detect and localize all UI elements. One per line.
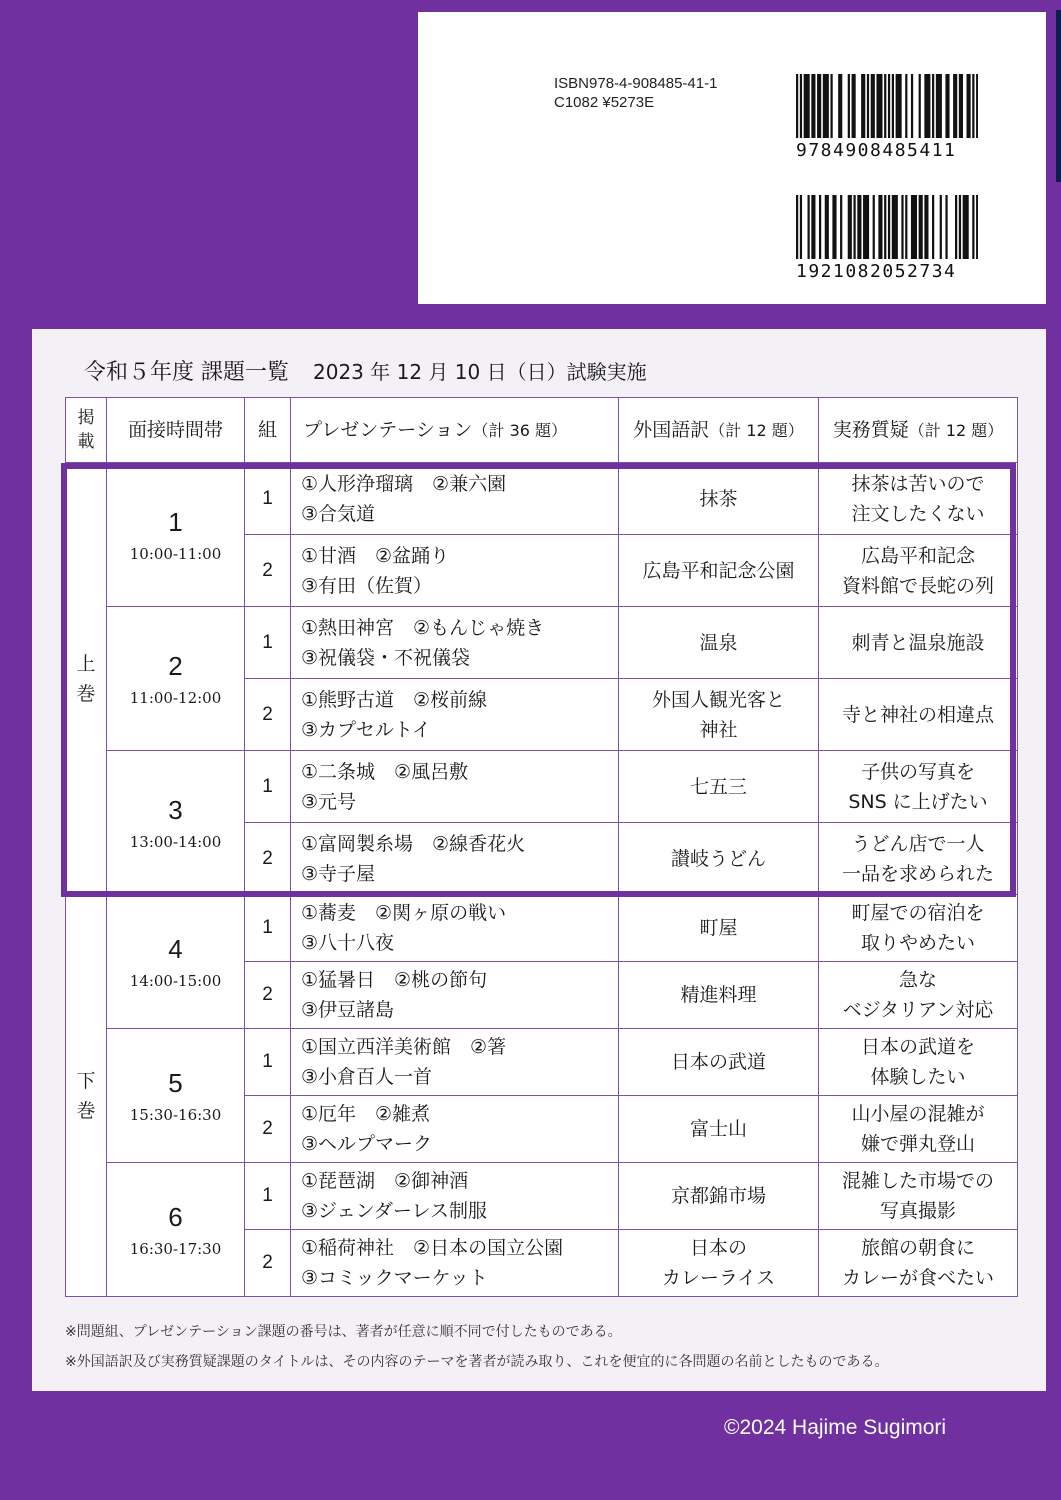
barcode-bar <box>915 195 917 259</box>
jitsumu-topic: 子供の写真を SNS に上げたい <box>819 751 1018 823</box>
interpretation-topic: 京都錦市場 <box>619 1163 819 1230</box>
footnotes <box>65 1317 888 1377</box>
barcode-bar <box>884 74 886 138</box>
barcode-bar <box>972 195 974 259</box>
jitsumu-topic: 山小屋の混雑が 嫌で弾丸登山 <box>819 1096 1018 1163</box>
barcode-bar <box>850 195 852 259</box>
barcode-bar <box>945 74 947 138</box>
barcode-number: 1921082052734 <box>796 261 957 282</box>
barcode-bar <box>811 195 813 259</box>
barcode-bar <box>905 195 907 259</box>
presentation-topics: ①稲荷神社 ②日本の国立公園 ③コミックマーケット <box>291 1230 619 1297</box>
volume-lower: 下 巻 <box>66 895 107 1297</box>
slot-number: 2 <box>168 650 183 681</box>
barcode-bar <box>896 195 898 259</box>
edge-mark <box>1056 10 1061 182</box>
barcode-bar <box>926 195 928 259</box>
table-row <box>66 1029 1018 1096</box>
time-slot <box>107 1163 245 1297</box>
presentation-topics: ①二条城 ②風呂敷 ③元号 <box>291 751 619 823</box>
barcode-bar <box>955 74 957 138</box>
barcode-bar <box>888 74 890 138</box>
barcode-bar <box>921 195 923 259</box>
slot-time: 10:00-11:00 <box>129 544 222 563</box>
barcode-bar <box>806 74 808 138</box>
interpretation-topic: 広島平和記念公園 <box>619 535 819 607</box>
header-group: 組 <box>245 398 291 463</box>
jitsumu-topic: 寺と神社の相違点 <box>819 679 1018 751</box>
presentation-topics: ①琵琶湖 ②御神酒 ③ジェンダーレス制服 <box>291 1163 619 1230</box>
group-number: 1 <box>245 607 291 679</box>
barcode-bar <box>940 74 942 138</box>
barcode-bar <box>878 74 880 138</box>
jitsumu-topic: 町屋での宿泊を 取りやめたい <box>819 895 1018 962</box>
barcode-bar <box>894 195 896 259</box>
interpretation-topic: 町屋 <box>619 895 819 962</box>
barcode-bar <box>832 195 834 259</box>
barcode-bar <box>940 195 942 259</box>
isbn-text <box>554 74 717 112</box>
presentation-topics: ①熱田神宮 ②もんじゃ焼き ③祝儀袋・不祝儀袋 <box>291 607 619 679</box>
isbn-number: ISBN978-4-908485-41-1 <box>554 75 718 92</box>
barcode-bar <box>919 195 921 259</box>
subtitle: 2023 年 12 月 10 日（日）試験実施 <box>313 360 647 384</box>
time-slot <box>107 607 245 751</box>
barcode-bar <box>884 195 886 259</box>
slot-time: 13:00-14:00 <box>129 832 222 851</box>
barcode-bar <box>813 195 815 259</box>
time-slot <box>107 1029 245 1163</box>
barcode-bar <box>796 195 798 259</box>
barcode-bar <box>827 195 829 259</box>
table-body <box>66 463 1018 1297</box>
barcode-bar <box>888 195 890 259</box>
jitsumu-topic: 広島平和記念 資料館で長蛇の列 <box>819 535 1018 607</box>
barcode-bar <box>807 74 809 138</box>
group-number: 1 <box>245 1163 291 1230</box>
barcode-bar <box>871 74 873 138</box>
barcode-bar <box>968 74 970 138</box>
barcode-bar <box>873 74 875 138</box>
interpretation-topic: 讃岐うどん <box>619 823 819 895</box>
barcode-bar <box>919 74 921 138</box>
barcode-bar <box>965 195 967 259</box>
group-number: 1 <box>245 895 291 962</box>
interpretation-topic: 外国人観光客と 神社 <box>619 679 819 751</box>
barcode-bar <box>859 195 861 259</box>
barcode-bar <box>827 74 829 138</box>
header-jitsumu-count: （計 12 題） <box>908 420 1004 440</box>
exam-panel <box>32 329 1046 1391</box>
barcode-bar <box>905 74 907 138</box>
interpretation-topic: 温泉 <box>619 607 819 679</box>
barcode-bar <box>834 195 836 259</box>
barcode-bar <box>876 74 878 138</box>
group-number: 2 <box>245 679 291 751</box>
group-number: 2 <box>245 1096 291 1163</box>
slot-time: 11:00-12:00 <box>129 688 222 707</box>
barcode-bar <box>873 195 875 259</box>
barcode-bar <box>898 74 900 138</box>
jitsumu-topic: 急な ベジタリアン対応 <box>819 962 1018 1029</box>
interpretation-topic: 富士山 <box>619 1096 819 1163</box>
barcode-bars <box>796 74 978 138</box>
jitsumu-topic: 日本の武道を 体験したい <box>819 1029 1018 1096</box>
barcode-price <box>796 195 978 282</box>
slot-time: 16:30-17:30 <box>129 1239 222 1258</box>
barcode-bar <box>853 195 855 259</box>
barcode-bar <box>825 74 827 138</box>
barcode-bar <box>823 74 825 138</box>
barcode-bar <box>865 195 867 259</box>
volume-upper: 上 巻 <box>66 463 107 895</box>
barcode-bar <box>936 74 938 138</box>
topics-table <box>65 397 1018 1297</box>
barcode-bar <box>926 74 928 138</box>
header-interp-count: （計 12 題） <box>709 420 804 440</box>
header-jitsumu <box>819 398 1018 463</box>
time-slot <box>107 895 245 1029</box>
footnote: ※問題組、プレゼンテーション課題の番号は、著者が任意に順不同で付したものである。 <box>65 1324 622 1340</box>
barcode-bar <box>955 195 957 259</box>
barcode-bar <box>976 74 978 138</box>
barcode-number: 9784908485411 <box>796 140 957 161</box>
slot-time: 14:00-15:00 <box>129 971 222 990</box>
barcode-bar <box>972 74 974 138</box>
barcode-bar <box>848 195 850 259</box>
barcode-bar <box>813 74 815 138</box>
barcode-bar <box>804 74 806 138</box>
jitsumu-topic: 旅館の朝食に カレーが食べたい <box>819 1230 1018 1297</box>
header-pres-label: プレゼンテーション <box>303 418 473 441</box>
table-row <box>66 751 1018 823</box>
barcode-bar <box>878 195 880 259</box>
isbn-label <box>418 12 1046 304</box>
header-kei <box>66 398 107 463</box>
interpretation-topic: 日本の武道 <box>619 1029 819 1096</box>
presentation-topics: ①人形浄瑠璃 ②兼六園 ③合気道 <box>291 463 619 535</box>
slot-number: 4 <box>168 933 183 964</box>
barcode-bar <box>959 195 961 259</box>
barcode-bar <box>947 74 949 138</box>
barcode-bar <box>863 195 865 259</box>
slot-number: 5 <box>168 1067 183 1098</box>
barcode-bar <box>901 195 903 259</box>
presentation-topics: ①熊野古道 ②桜前線 ③カプセルトイ <box>291 679 619 751</box>
barcode-bar <box>853 74 855 138</box>
interpretation-topic: 精進料理 <box>619 962 819 1029</box>
group-number: 2 <box>245 962 291 1029</box>
barcode-bar <box>961 74 963 138</box>
barcode-bar <box>796 74 798 138</box>
barcode-bar <box>932 195 934 259</box>
barcode-bar <box>945 195 947 259</box>
barcode-bar <box>967 74 969 138</box>
presentation-topics: ①厄年 ②雑煮 ③ヘルプマーク <box>291 1096 619 1163</box>
barcode-bar <box>825 195 827 259</box>
barcode-bar <box>896 74 898 138</box>
presentation-topics: ①富岡製糸場 ②線香花火 ③寺子屋 <box>291 823 619 895</box>
barcode-bar <box>819 74 821 138</box>
table-row <box>66 895 1018 962</box>
table-row <box>66 1163 1018 1230</box>
header-kei-label: 掲 載 <box>77 408 95 452</box>
barcode-bar <box>819 195 821 259</box>
presentation-topics: ①蕎麦 ②関ヶ原の戦い ③八十八夜 <box>291 895 619 962</box>
group-number: 2 <box>245 1230 291 1297</box>
barcode-isbn <box>796 74 978 161</box>
barcode-bar <box>863 74 865 138</box>
slot-time: 15:30-16:30 <box>129 1105 222 1124</box>
group-number: 1 <box>245 751 291 823</box>
table-header <box>66 398 1018 463</box>
barcode-bar <box>840 74 842 138</box>
barcode-bar <box>967 195 969 259</box>
barcode-bar <box>911 195 913 259</box>
interpretation-topic: 日本の カレーライス <box>619 1230 819 1297</box>
barcode-bar <box>924 74 926 138</box>
barcode-bar <box>959 74 961 138</box>
barcode-bar <box>848 74 850 138</box>
header-slot: 面接時間帯 <box>107 398 245 463</box>
presentation-topics: ①甘酒 ②盆踊り ③有田（佐賀） <box>291 535 619 607</box>
barcode-bar <box>857 195 859 259</box>
barcode-bar <box>800 74 802 138</box>
header-jitsumu-label: 実務質疑 <box>832 418 909 441</box>
barcode-bar <box>913 195 915 259</box>
barcode-bar <box>800 195 802 259</box>
title: 令和５年度 課題一覧 <box>84 360 289 385</box>
classification-code: C1082 ¥5273E <box>554 94 655 111</box>
copyright: ©2024 Hajime Sugimori <box>724 1416 947 1439</box>
interpretation-topic: 七五三 <box>619 751 819 823</box>
table-row <box>66 463 1018 535</box>
barcode-bar <box>807 195 809 259</box>
barcode-bar <box>892 74 894 138</box>
barcode-bar <box>817 74 819 138</box>
barcode-bar <box>852 74 854 138</box>
header-pres-count: （計 36 題） <box>472 420 568 440</box>
slot-number: 6 <box>168 1201 183 1232</box>
jitsumu-topic: 抹茶は苦いので 注文したくない <box>819 463 1018 535</box>
time-slot <box>107 751 245 895</box>
header-interp-label: 外国語訳 <box>633 418 710 441</box>
jitsumu-topic: うどん店で一人 一品を求められた <box>819 823 1018 895</box>
footnote: ※外国語訳及び実務質疑課題のタイトルは、その内容のテーマを著者が読み取り、これを便宜的に各問題の名前としたものである。 <box>65 1354 889 1370</box>
barcode-bar <box>867 195 869 259</box>
group-number: 1 <box>245 1029 291 1096</box>
barcode-bar <box>840 195 842 259</box>
barcode-bar <box>867 74 869 138</box>
barcode-bar <box>880 195 882 259</box>
jitsumu-topic: 刺青と温泉施設 <box>819 607 1018 679</box>
slot-number: 3 <box>168 794 183 825</box>
jitsumu-topic: 混雑した市場での 写真撮影 <box>819 1163 1018 1230</box>
presentation-topics: ①国立西洋美術館 ②箸 ③小倉百人一首 <box>291 1029 619 1096</box>
barcode-bar <box>924 195 926 259</box>
barcode-bar <box>880 74 882 138</box>
barcode-bars <box>796 195 978 259</box>
barcode-bar <box>928 74 930 138</box>
barcode-bar <box>861 74 863 138</box>
barcode-bar <box>976 195 978 259</box>
barcode-bar <box>811 74 813 138</box>
group-number: 2 <box>245 823 291 895</box>
barcode-bar <box>911 74 913 138</box>
barcode-bar <box>963 195 965 259</box>
time-slot <box>107 463 245 607</box>
barcode-bar <box>932 74 934 138</box>
header-pres <box>291 398 619 463</box>
barcode-bar <box>938 74 940 138</box>
table-row <box>66 607 1018 679</box>
barcode-bar <box>953 74 955 138</box>
group-number: 1 <box>245 463 291 535</box>
barcode-bar <box>838 74 840 138</box>
header-interp <box>619 398 819 463</box>
presentation-topics: ①猛暑日 ②桃の節句 ③伊豆諸島 <box>291 962 619 1029</box>
panel-title <box>84 355 647 386</box>
barcode-bar <box>830 74 832 138</box>
interpretation-topic: 抹茶 <box>619 463 819 535</box>
barcode-bar <box>899 74 901 138</box>
slot-number: 1 <box>168 506 183 537</box>
group-number: 2 <box>245 535 291 607</box>
barcode-bar <box>892 195 894 259</box>
